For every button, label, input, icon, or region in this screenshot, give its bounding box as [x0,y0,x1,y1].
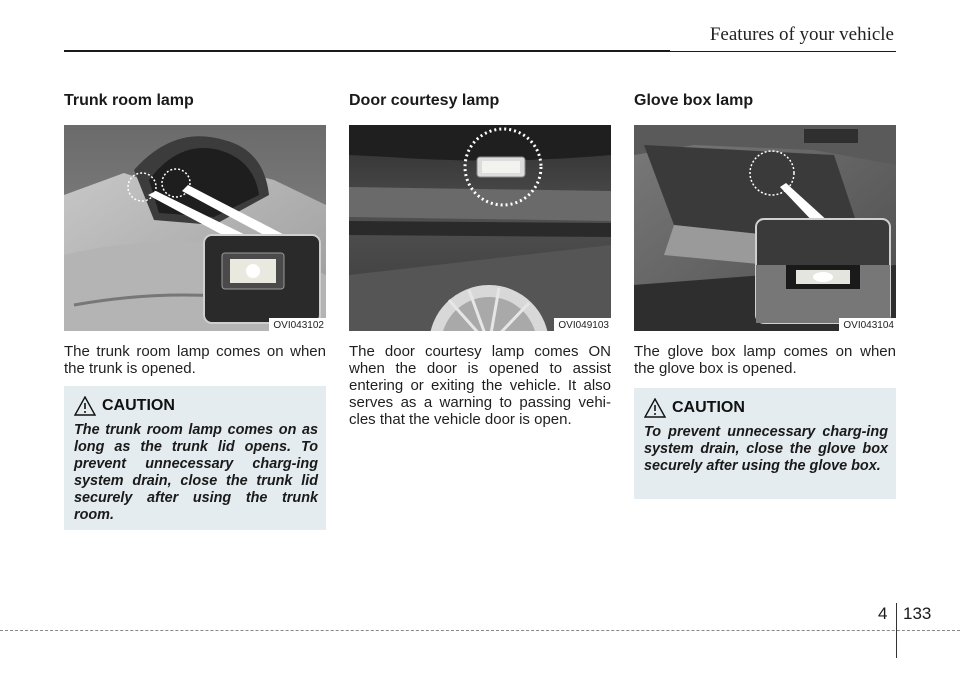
caution-text: To prevent unnecessary charg-ing system drain, close the glove box securely after using the glove box. [644,424,888,474]
glove-box-lamp-photo [634,125,896,331]
body-text: The door courtesy lamp comes ON when the door is opened to assist entering or exiting the vehicle. It also serves as a warning to passing vehi-cles that the vehicle door is open. [349,343,611,428]
caution-box-trunk [64,386,326,530]
caution-title: CAUTION [672,399,745,416]
section-title: Door courtesy lamp [349,92,500,109]
caution-header [74,396,318,416]
column-glove-box-lamp [634,92,896,377]
section-title: Trunk room lamp [64,92,194,109]
section-header-title: Features of your vehicle [709,24,894,45]
warning-triangle-icon [644,398,666,418]
caution-header [644,398,888,418]
image-code: OVI043102 [269,318,326,331]
caution-text: The trunk room lamp comes on as long as the trunk lid opens. To prevent unnecessary charg-ing system drain, close the trunk lid securely after using the trunk room. [74,422,318,523]
trunk-lamp-photo [64,125,326,331]
column-door-courtesy-lamp [349,92,611,428]
caution-title: CAUTION [102,397,175,414]
body-text: The trunk room lamp comes on when the trunk is opened. [64,343,326,377]
door-lamp-photo [349,125,611,331]
image-code: OVI043104 [839,318,896,331]
body-text: The glove box lamp comes on when the glove box is opened. [634,343,896,377]
image-code: OVI049103 [554,318,611,331]
footer-rule [0,630,960,631]
section-title: Glove box lamp [634,92,754,109]
page-number: 133 [903,604,932,623]
footer-divider [896,603,897,658]
column-trunk-room-lamp [64,92,326,377]
header-rule-thin [670,51,896,52]
caution-box-glove-box [634,388,896,499]
chapter-number: 4 [878,604,888,623]
warning-triangle-icon [74,396,96,416]
header-rule [64,50,670,52]
